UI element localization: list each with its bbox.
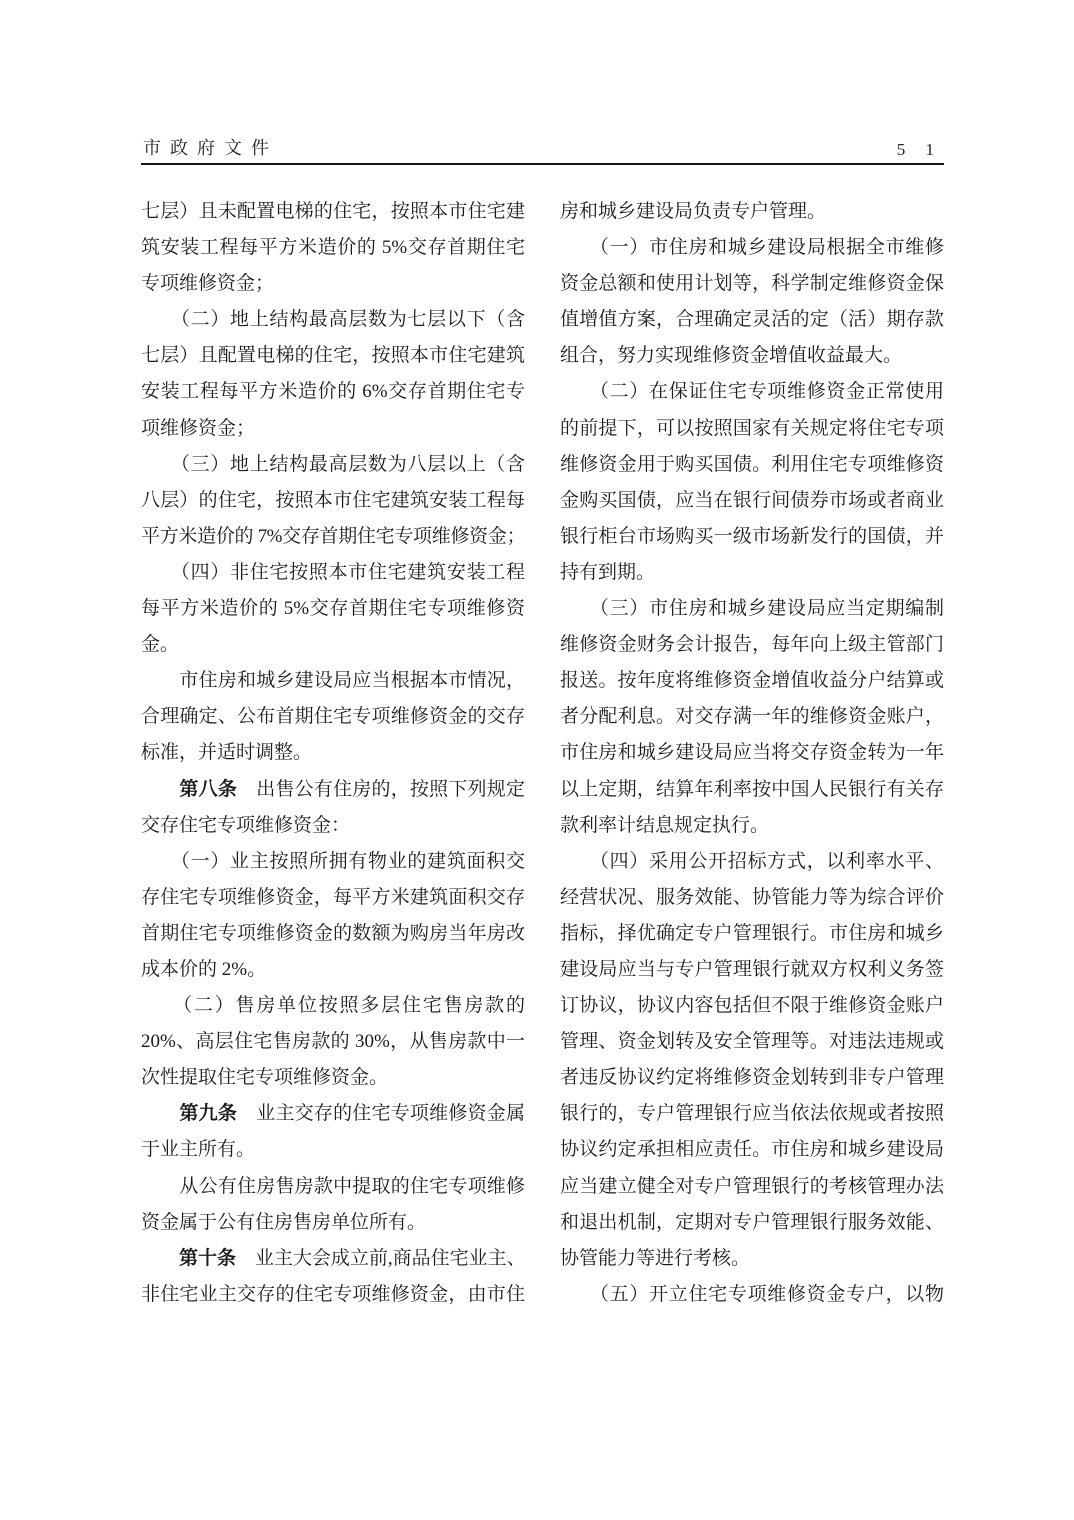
text-line: 七层）且配置电梯的住宅，按照本市住宅建筑 [141,345,525,367]
text-line: 交存住宅专项维修资金： [141,814,351,836]
text-line: 存住宅专项维修资金，每平方米建筑面积交存 [141,886,525,908]
text-line: 以上定期，结算年利率按中国人民银行有关存 [560,778,944,800]
text-line: 市住房和城乡建设局应当将交存资金转为一年 [560,742,944,764]
text-line: 资金总额和使用计划等，科学制定维修资金保 [560,273,944,295]
text-line: 八层）的住宅，按照本市住宅建筑安装工程每 [141,489,525,511]
text-line: 管理、资金划转及安全管理等。对违法违规或 [560,1031,944,1053]
text-line: 专项维修资金； [141,273,275,295]
text-line: 值增值方案，合理确定灵活的定（活）期存款 [560,309,944,331]
text-line: 报送。按年度将维修资金增值收益分户结算或 [560,670,944,692]
text-line: （一）市住房和城乡建设局根据全市维修 [560,237,944,259]
text-line: 款利率计结息规定执行。 [560,814,770,836]
text-line: （一）业主按照所拥有物业的建筑面积交 [141,850,525,872]
left-text-column [141,194,525,1313]
text-line: 非住宅业主交存的住宅专项维修资金，由市住 [141,1283,525,1305]
text-line: 第八条 出售公有住房的，按照下列规定 [179,778,525,800]
text-line: （三）市住房和城乡建设局应当定期编制 [560,598,944,620]
text-line: 金。 [141,634,180,656]
text-line: 次性提取住宅专项维修资金。 [141,1067,389,1089]
text-line: （二）地上结构最高层数为七层以下（含 [141,309,525,331]
text-line: 持有到期。 [560,561,656,583]
text-line: 筑安装工程每平方米造价的 5%交存首期住宅 [141,237,525,259]
text-line: 项维修资金； [141,417,256,439]
text-line: 银行的，专户管理银行应当依法依规或者按照 [560,1103,944,1125]
article-number: 第十条 [178,1247,236,1269]
text-line: 20%、高层住宅售房款的 30%，从售房款中一 [141,1031,525,1053]
text-line: 者违反协议约定将维修资金划转到非专户管理 [560,1067,944,1089]
text-line: 和退出机制，定期对专户管理银行服务效能、 [560,1211,944,1233]
text-line: 市住房和城乡建设局应当根据本市情况， [141,670,525,692]
text-line: 经营状况、服务效能、协管能力等为综合评价 [560,886,944,908]
text-line: 第十条 业主大会成立前,商品住宅业主、 [178,1247,525,1269]
text-line: 从公有住房售房款中提取的住宅专项维修 [141,1175,525,1197]
text-line: 安装工程每平方米造价的 6%交存首期住宅专 [141,381,525,403]
text-line: （二）在保证住宅专项维修资金正常使用 [560,381,944,403]
text-line: （五）开立住宅专项维修资金专户，以物 [560,1283,944,1305]
text-line: 第九条 业主交存的住宅专项维修资金属 [179,1103,525,1125]
text-line: 金购买国债，应当在银行间债券市场或者商业 [560,489,944,511]
text-line: 首期住宅专项维修资金的数额为购房当年房改 [141,922,525,944]
page-number: 5 1 [896,140,942,159]
page-header-title: 市政府文件 [143,138,278,158]
text-line: 的前提下，可以按照国家有关规定将住宅专项 [560,417,944,439]
text-line: （四）非住宅按照本市住宅建筑安装工程 [141,561,525,583]
text-line: 指标，择优确定专户管理银行。市住房和城乡 [560,922,944,944]
text-line: （三）地上结构最高层数为八层以上（含 [141,453,525,475]
text-line: 标准，并适时调整。 [141,742,313,764]
header-rule [141,163,944,165]
text-line: （四）采用公开招标方式，以利率水平、 [560,850,944,872]
text-line: 房和城乡建设局负责专户管理。 [560,201,827,222]
text-line: 应当建立健全对专户管理银行的考核管理办法 [560,1175,944,1197]
text-line: 平方米造价的 7%交存首期住宅专项维修资金； [141,525,525,547]
text-line: 维修资金用于购买国债。利用住宅专项维修资 [560,453,944,475]
text-line: 者分配利息。对交存满一年的维修资金账户， [560,706,944,728]
text-line: （二）售房单位按照多层住宅售房款的 [141,995,525,1017]
text-line: 每平方米造价的 5%交存首期住宅专项维修资 [141,598,525,620]
text-line: 银行柜台市场购买一级市场新发行的国债，并 [560,525,944,547]
text-line: 资金属于公有住房售房单位所有。 [141,1211,427,1233]
text-line: 组合，努力实现维修资金增值收益最大。 [560,345,903,367]
text-line: 七层）且未配置电梯的住宅，按照本市住宅建 [141,201,525,222]
article-number: 第九条 [179,1103,238,1125]
text-line: 维修资金财务会计报告，每年向上级主管部门 [560,634,944,656]
article-number: 第八条 [179,778,238,800]
right-text-column [560,194,944,1313]
text-line: 协议约定承担相应责任。市住房和城乡建设局 [560,1139,944,1161]
text-line: 合理确定、公布首期住宅专项维修资金的交存 [141,706,525,728]
text-line: 于业主所有。 [141,1139,256,1161]
text-line: 订协议，协议内容包括但不限于维修资金账户 [560,995,944,1017]
text-line: 协管能力等进行考核。 [560,1247,751,1269]
text-line: 成本价的 2%。 [141,958,267,980]
text-line: 建设局应当与专户管理银行就双方权利义务签 [560,958,944,980]
